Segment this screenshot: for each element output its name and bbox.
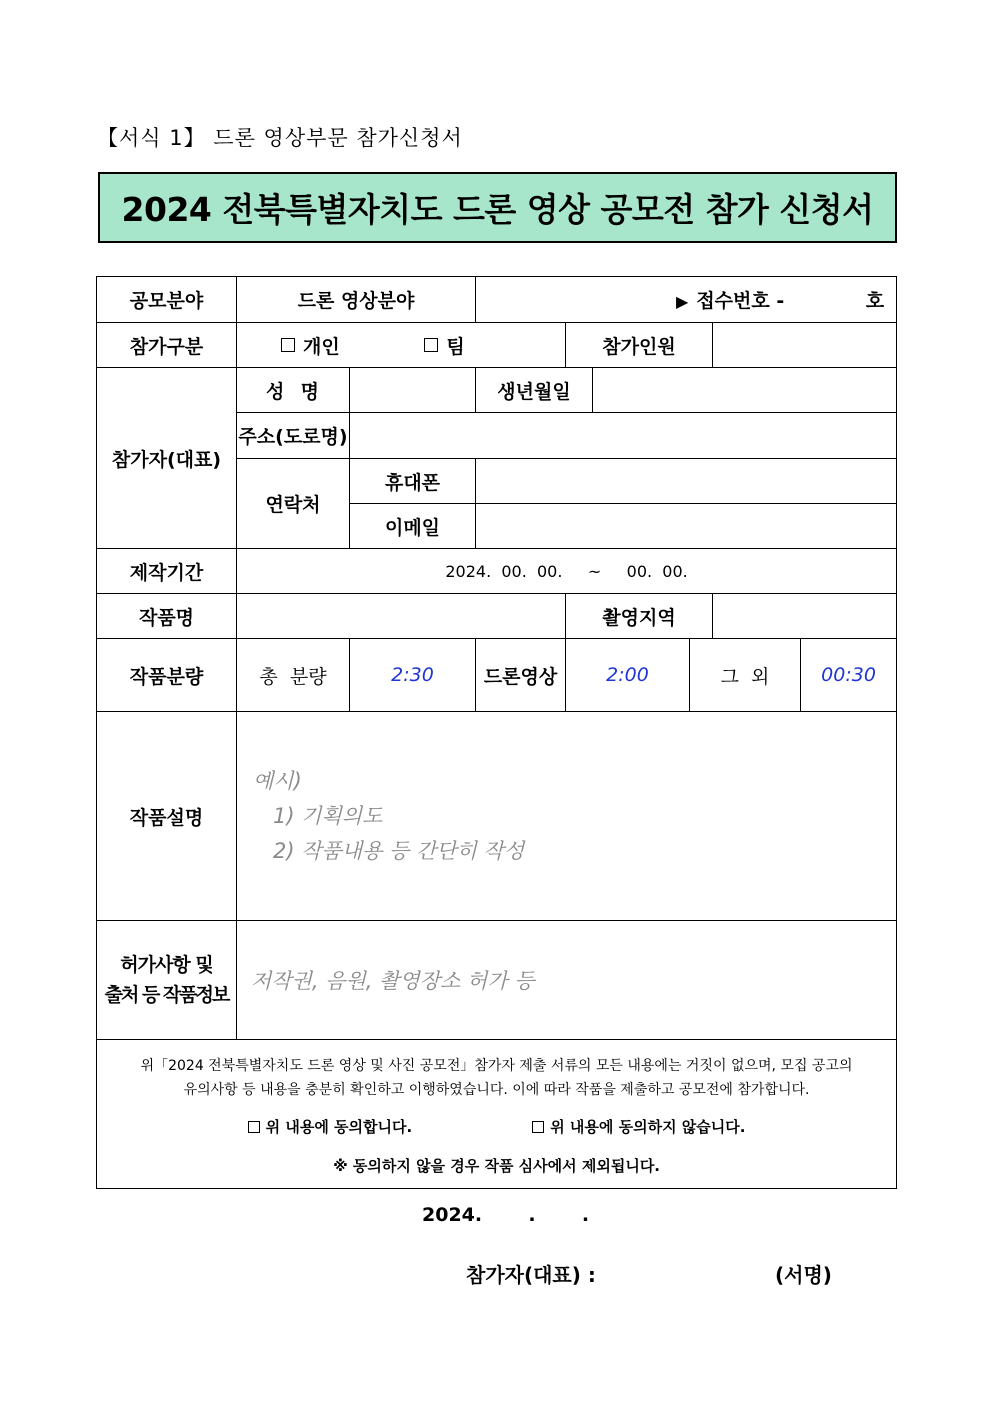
application-form	[96, 276, 897, 1189]
other-value[interactable]: 00:30	[801, 639, 897, 712]
work-title-label: 작품명	[97, 594, 237, 639]
period-value[interactable]: 2024. 00. 00. ~ 00. 00.	[237, 549, 897, 594]
disagree-option[interactable]: 위 내용에 동의하지 않습니다.	[532, 1116, 745, 1137]
receipt-suffix: 호	[865, 290, 885, 312]
email-label: 이메일	[350, 504, 476, 549]
agreement-section	[97, 1040, 897, 1189]
form-label: 【서식 1】 드론 영상부문 참가신청서	[97, 126, 463, 150]
triangle-right-icon: ▶	[676, 292, 689, 311]
permit-label: 허가사항 및 출처 등 작품정보	[97, 921, 237, 1040]
signature-label: 참가자(대표) :	[466, 1263, 596, 1287]
category-label: 참가구분	[97, 323, 237, 368]
address-label: 주소(도로명)	[237, 413, 350, 459]
drone-label: 드론영상	[476, 639, 566, 712]
receipt-label: 접수번호 -	[696, 290, 785, 312]
work-title-value[interactable]	[237, 594, 566, 639]
permit-value[interactable]: 저작권, 음원, 촬영장소 허가 등	[237, 921, 897, 1040]
total-label: 총 분량	[237, 639, 350, 712]
birth-label-cell: 생년월일	[476, 368, 593, 413]
desc-line: 1) 기획의도	[273, 803, 383, 828]
agreement-note: ※ 동의하지 않을 경우 작품 심사에서 제외됩니다.	[333, 1157, 661, 1175]
desc-line: 예시)	[253, 768, 302, 793]
category-options	[237, 323, 566, 368]
location-value[interactable]	[713, 594, 897, 639]
option-individual[interactable]: 개인	[281, 332, 340, 359]
signature-mark: (서명)	[775, 1263, 832, 1287]
date-line: 2024. . .	[422, 1204, 590, 1226]
participant-label: 참가자(대표)	[97, 368, 237, 549]
email-value[interactable]	[476, 504, 897, 549]
birth-value[interactable]	[593, 368, 897, 413]
headcount-label: 참가인원	[566, 323, 713, 368]
agree-option[interactable]: 위 내용에 동의합니다.	[248, 1116, 413, 1137]
location-label: 촬영지역	[566, 594, 713, 639]
desc-value[interactable]	[237, 712, 897, 921]
name-label: 성 명	[237, 368, 350, 413]
field-label: 공모분야	[97, 277, 237, 323]
desc-line: 2) 작품내용 등 간단히 작성	[273, 838, 525, 863]
length-label: 작품분량	[97, 639, 237, 712]
option-team[interactable]: 팀	[424, 332, 464, 359]
headcount-value[interactable]	[713, 323, 897, 368]
drone-value[interactable]: 2:00	[566, 639, 690, 712]
phone-value[interactable]	[476, 459, 897, 504]
other-label: 그 외	[690, 639, 801, 712]
desc-label: 작품설명	[97, 712, 237, 921]
checkbox-disagree[interactable]	[532, 1121, 544, 1133]
checkbox-individual[interactable]	[281, 338, 295, 352]
name-value[interactable]	[350, 368, 476, 413]
contact-label: 연락처	[237, 459, 350, 549]
checkbox-team[interactable]	[424, 338, 438, 352]
receipt-number-cell	[476, 277, 897, 323]
period-label: 제작기간	[97, 549, 237, 594]
agreement-text-2: 유의사항 등 내용을 충분히 확인하고 이행하였습니다. 이에 따라 작품을 제출하고 공모전에 참가합니다.	[183, 1082, 810, 1098]
checkbox-agree[interactable]	[248, 1121, 260, 1133]
agreement-text-1: 위「2024 전북특별자치도 드론 영상 및 사진 공모전」참가자 제출 서류의 모든 내용에는 거짓이 없으며, 모집 공고의	[140, 1058, 853, 1074]
form-title: 2024 전북특별자치도 드론 영상 공모전 참가 신청서	[98, 172, 897, 243]
total-value[interactable]: 2:30	[350, 639, 476, 712]
address-value[interactable]	[350, 413, 897, 459]
phone-label: 휴대폰	[350, 459, 476, 504]
field-value: 드론 영상분야	[237, 277, 476, 323]
